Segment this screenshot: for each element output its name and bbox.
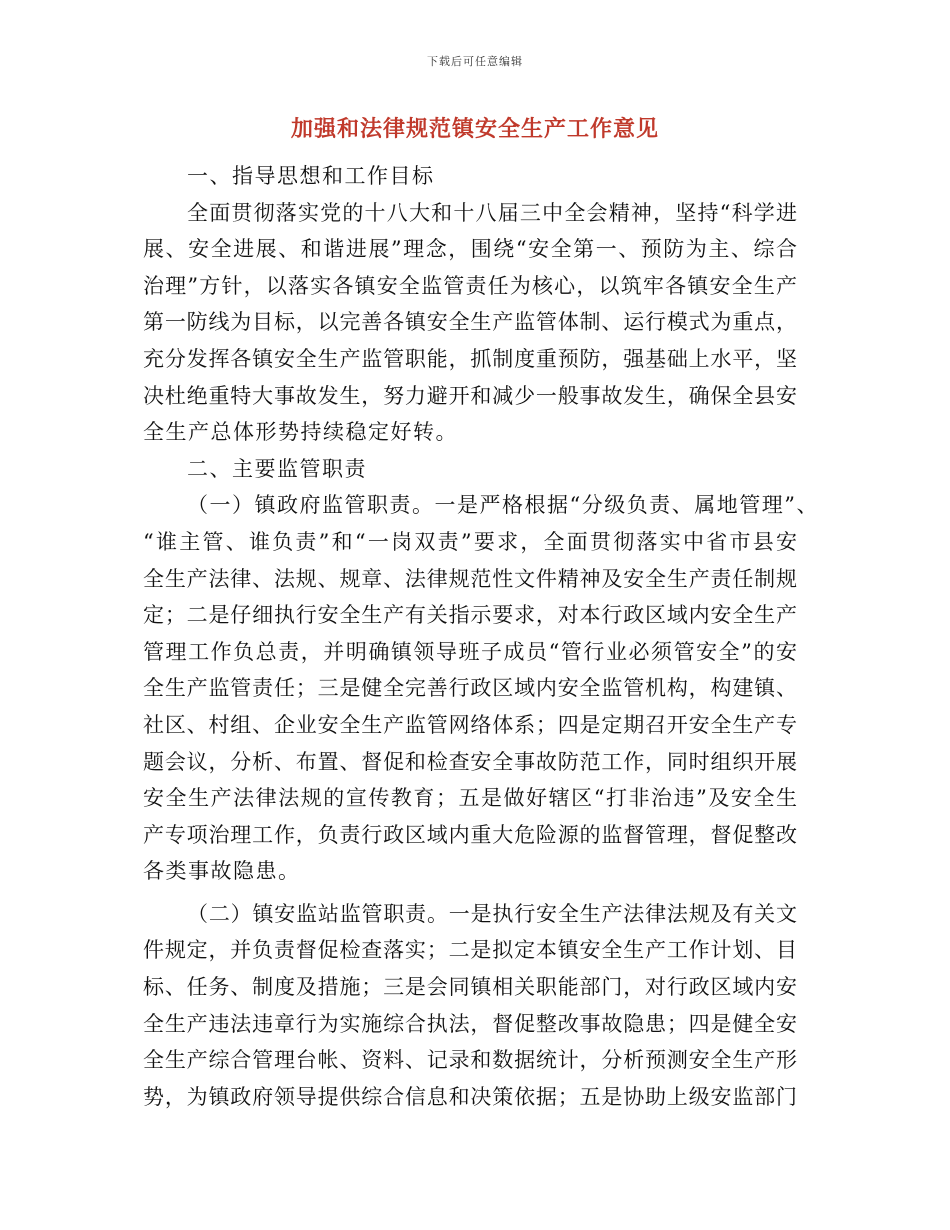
document-title: 加强和法律规范镇安全生产工作意见 — [290, 117, 659, 142]
paragraph-line: 管理工作负总责，并明确镇领导班子成员“管行业必须管安全”的安 — [143, 639, 797, 664]
paragraph-line: 各类事故隐患。 — [143, 859, 301, 884]
paragraph-line: 定；二是仔细执行安全生产有关指示要求，对本行政区域内安全生产 — [143, 603, 797, 628]
paragraph-line: 决杜绝重特大事故发生，努力避开和减少一般事故发生，确保全县安 — [143, 383, 797, 408]
paragraph-line: 件规定，并负责督促检查落实；二是拟定本镇安全生产工作计划、目 — [143, 938, 797, 963]
header-note: 下载后可任意编辑 — [427, 55, 523, 68]
paragraph-line: 产专项治理工作，负责行政区域内重大危险源的监督管理，督促整改 — [143, 822, 797, 847]
paragraph-line: 题会议，分析、布置、督促和检查安全事故防范工作，同时组织开展 — [143, 749, 797, 774]
paragraph-line: 全生产监管责任；三是健全完善行政区域内安全监管机构，构建镇、 — [143, 676, 797, 701]
paragraph-line: 全生产法律、法规、规章、法律规范性文件精神及安全生产责任制规 — [143, 566, 797, 591]
paragraph-line: （二）镇安监站监管职责。一是执行安全生产法律法规及有关文 — [187, 901, 797, 926]
paragraph-line: “谁主管、谁负责”和“一岗双责”要求，全面贯彻落实中省市县安 — [143, 529, 797, 554]
paragraph-line: 充分发挥各镇安全生产监管职能，抓制度重预防，强基础上水平，坚 — [143, 346, 797, 371]
paragraph-line: （一）镇政府监管职责。一是严格根据“分级负责、属地管理”、 — [187, 493, 819, 518]
paragraph-line: 全生产违法违章行为实施综合执法，督促整改事故隐患；四是健全安 — [143, 1011, 797, 1036]
section-heading-2: 二、主要监管职责 — [187, 456, 367, 481]
paragraph-line: 治理”方针，以落实各镇安全监管责任为核心，以筑牢各镇安全生产 — [143, 273, 797, 298]
paragraph-line: 全面贯彻落实党的十八大和十八届三中全会精神，坚持“科学进 — [187, 200, 797, 225]
paragraph-line: 第一防线为目标，以完善各镇安全生产监管体制、运行模式为重点， — [143, 310, 797, 335]
paragraph-line: 全生产总体形势持续稳定好转。 — [143, 420, 458, 445]
paragraph-line: 社区、村组、企业安全生产监管网络体系；四是定期召开安全生产专 — [143, 712, 797, 737]
paragraph-line: 展、安全进展、和谐进展”理念，围绕“安全第一、预防为主、综合 — [143, 237, 797, 262]
document-body — [143, 158, 819, 1115]
paragraph-line: 安全生产法律法规的宣传教育；五是做好辖区“打非治违”及安全生 — [143, 786, 797, 811]
paragraph-line: 标、任务、制度及措施；三是会同镇相关职能部门，对行政区域内安 — [143, 975, 797, 1000]
section-heading-1: 一、指导思想和工作目标 — [187, 164, 435, 188]
paragraph-line: 全生产综合管理台帐、资料、记录和数据统计，分析预测安全生产形 — [143, 1048, 797, 1073]
paragraph-line: 势，为镇政府领导提供综合信息和决策依据；五是协助上级安监部门 — [143, 1084, 797, 1109]
